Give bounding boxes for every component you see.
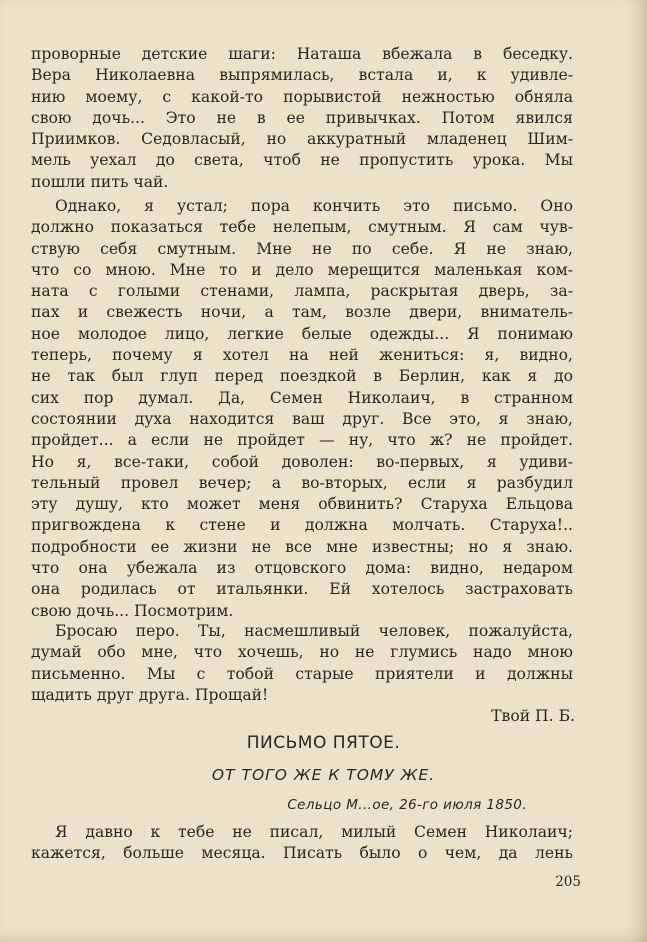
text-line: Вера Николаевна выпрямилась, встала и, к удивле- bbox=[31, 66, 573, 85]
text-line: нию моему, с какой-то порывистой нежностью обняла bbox=[31, 87, 573, 106]
text-line: пошли пить чай. bbox=[31, 172, 169, 191]
text-line: подробности ее жизни не все мне известны; но я знаю. bbox=[31, 537, 573, 556]
text-line: состоянии духа находится ваш друг. Все это, я знаю, bbox=[31, 409, 573, 428]
text-line: должно показаться тебе нелепым, смутным. Я сам чув- bbox=[31, 218, 573, 237]
letter-subheading: ОТ ТОГО ЖЕ К ТОМУ ЖЕ. bbox=[211, 766, 436, 784]
paragraph-2 bbox=[31, 196, 573, 622]
letter-dateline: Сельцо М...ое, 26-го июля 1850. bbox=[287, 797, 527, 813]
text-line: ное молодое лицо, легкие белые одежды... Я понимаю bbox=[31, 324, 573, 343]
text-line: ствую себя смутным. Мне не по себе. Я не знаю, bbox=[31, 239, 573, 258]
text-line: теперь, почему я хотел на ней жениться: я, видно, bbox=[31, 346, 573, 365]
letter-heading: ПИСЬМО ПЯТОЕ. bbox=[246, 733, 401, 753]
text-line: кажется, больше месяца. Писать было о чем, да лень bbox=[31, 844, 573, 863]
text-line: Я давно к тебе не писал, милый Семен Николаич; bbox=[55, 823, 573, 841]
text-line: ната с голыми стенами, лампа, раскрытая дверь, за- bbox=[31, 282, 573, 301]
text-line: свою дочь... Это не в ее привычках. Потом явился bbox=[31, 108, 573, 127]
text-line: что со мною. Мне то и дело мерещится маленькая ком- bbox=[31, 260, 573, 279]
text-line: свою дочь... Посмотрим. bbox=[31, 601, 234, 620]
paragraph-1 bbox=[31, 44, 573, 193]
text-line: не так был глуп перед поездкой в Берлин, как я до bbox=[31, 367, 573, 386]
text-line: пригвождена к стене и должна молчать. Старуха!.. bbox=[31, 516, 573, 535]
text-line: думай обо мне, что хочешь, но не глумись надо мною bbox=[31, 643, 573, 662]
text-line: Приимков. Седовласый, но аккуратный младенец Шим- bbox=[31, 130, 573, 149]
text-line: пах и свежесть ночи, а там, возле двери, вниматель- bbox=[31, 303, 573, 322]
text-line: она родилась от итальянки. Ей хотелось застраховать bbox=[31, 580, 573, 599]
paragraph-3 bbox=[31, 621, 573, 706]
text-line: мель уехал до света, чтоб не пропустить урока. Мы bbox=[31, 151, 573, 170]
text-line: пройдет... а если не пройдет — ну, что ж? не пройдет. bbox=[31, 431, 573, 450]
text-line: эту душу, кто может меня обвинить? Старуха Ельцова bbox=[31, 495, 573, 514]
text-line: щадить друг друга. Прощай! bbox=[31, 685, 269, 704]
text-line: Но я, все-таки, собой доволен: во-первых, я удиви- bbox=[31, 452, 573, 471]
text-line: проворные детские шаги: Наташа вбежала в беседку. bbox=[31, 45, 573, 63]
text-line: что она убежала из отцовского дома: видно, недаром bbox=[31, 559, 573, 578]
page-number: 205 bbox=[555, 874, 581, 890]
text-line: сих пор думал. Да, Семен Николаич, в странном bbox=[31, 388, 573, 407]
text-line: письменно. Мы с тобой старые приятели и должны bbox=[31, 664, 573, 683]
text-line: Бросаю перо. Ты, насмешливый человек, пожалуйста, bbox=[55, 622, 573, 640]
letter-signature: Твой П. Б. bbox=[491, 707, 575, 725]
text-line: тельный провел вечер; а во-вторых, если я разбудил bbox=[31, 473, 573, 492]
text-line: Однако, я устал; пора кончить это письмо. Оно bbox=[55, 197, 573, 215]
paragraph-4 bbox=[31, 822, 573, 865]
